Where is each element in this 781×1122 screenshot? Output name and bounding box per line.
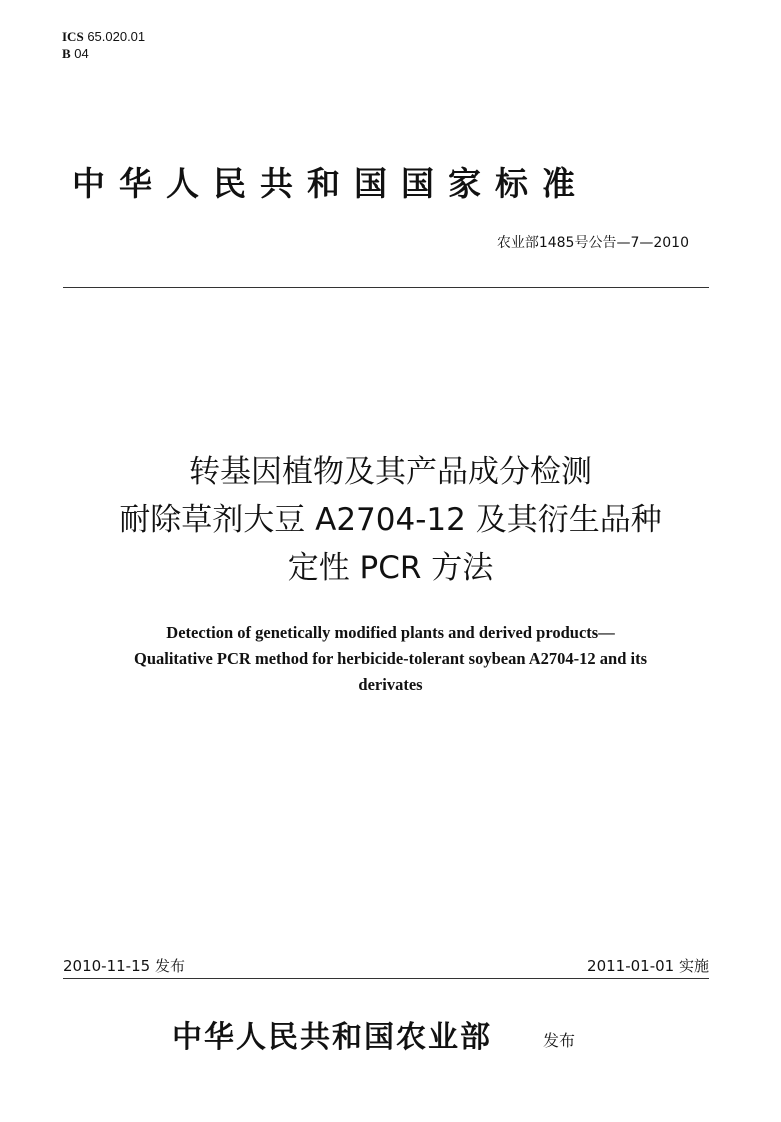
publisher-suffix: 发布 (543, 1031, 576, 1050)
national-standard-heading: 中华人民共和国国家标准 (72, 164, 589, 203)
issue-date: 2010-11-15 发布 (63, 957, 185, 975)
standard-number: 农业部1485号公告—7—2010 (496, 235, 689, 251)
ccs-code: 04 (74, 46, 89, 61)
english-title (40, 620, 741, 698)
ics-line (62, 28, 145, 45)
chinese-title-line-2: 耐除草剂大豆 A2704-12 及其衍生品种 (119, 502, 662, 538)
implementation-date: 2011-01-01 实施 (587, 957, 709, 975)
top-divider (63, 287, 709, 288)
english-title-line-1: Detection of genetically modified plants and derived products— (166, 623, 615, 642)
ccs-label: B (62, 46, 71, 61)
chinese-title-line-3: 定性 PCR 方法 (287, 550, 494, 586)
chinese-title (0, 448, 781, 592)
chinese-title-line-1: 转基因植物及其产品成分检测 (189, 454, 592, 490)
ics-label: ICS (62, 29, 84, 44)
publisher-name: 中华人民共和国农业部 (172, 1020, 492, 1055)
english-title-line-2: Qualitative PCR method for herbicide-tolerant soybean A2704-12 and its (133, 649, 647, 668)
english-title-line-3: derivates (358, 675, 423, 694)
classification-codes (62, 28, 145, 62)
ccs-line (62, 45, 145, 62)
ics-code: 65.020.01 (87, 29, 146, 44)
bottom-divider (63, 978, 709, 979)
